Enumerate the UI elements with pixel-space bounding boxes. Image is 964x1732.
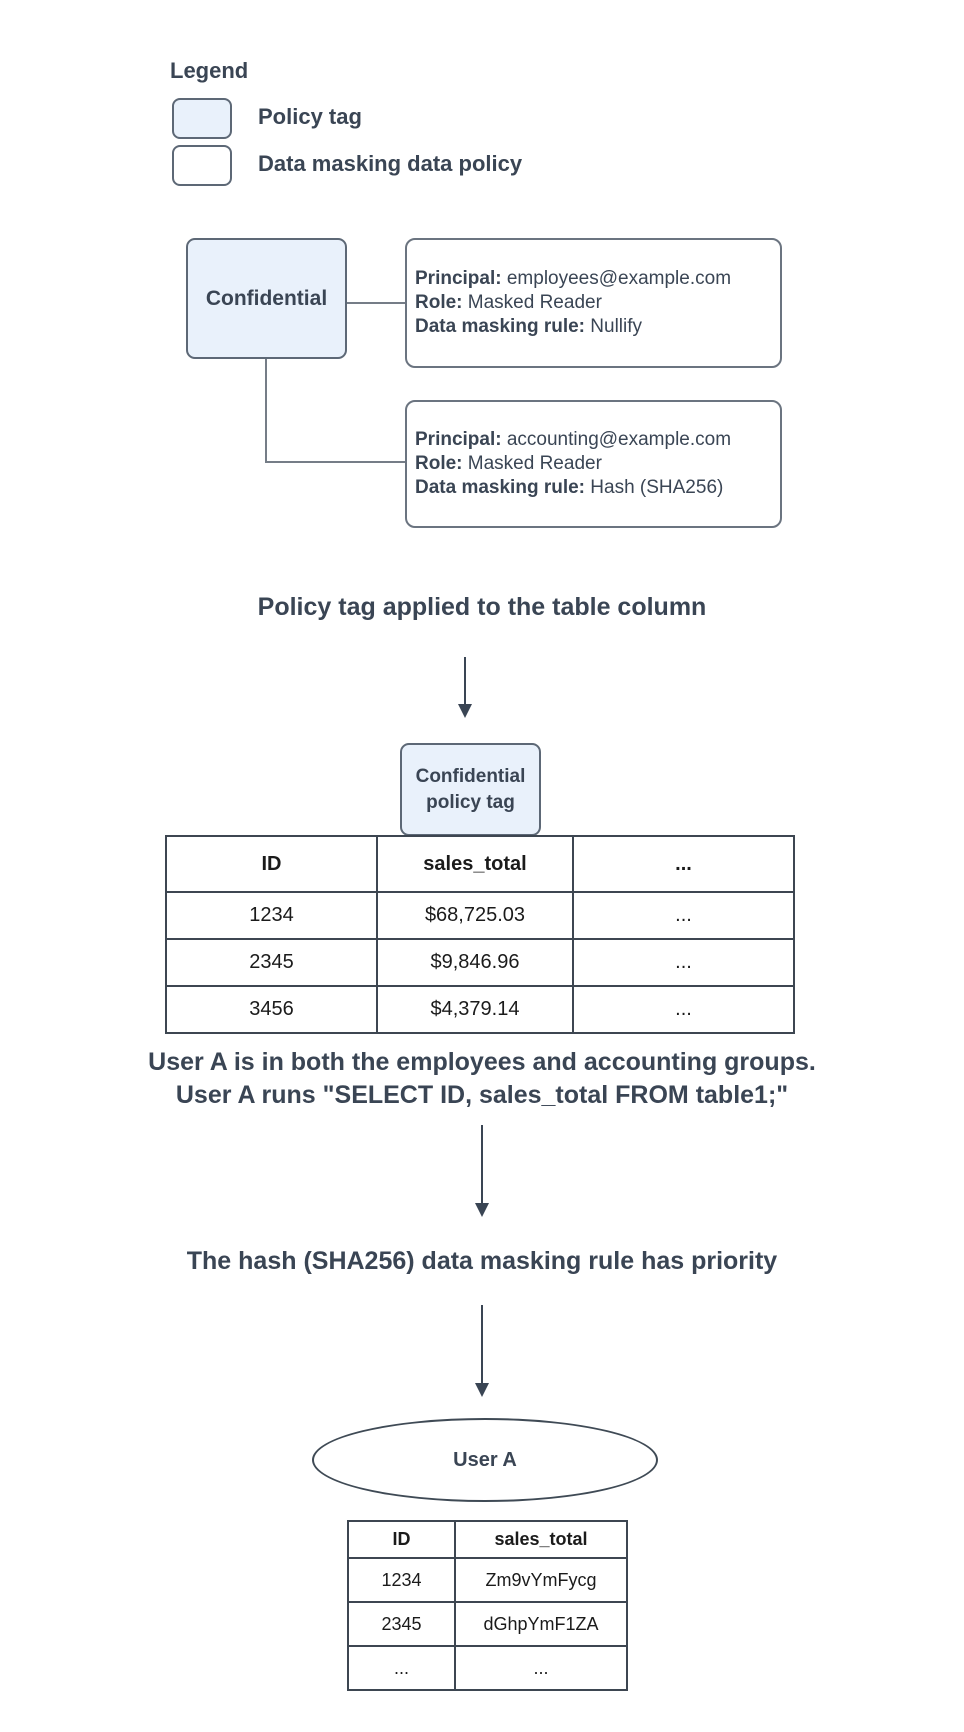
legend-label-data-policy: Data masking data policy [258, 151, 523, 176]
applied-policy-tag-badge [400, 743, 541, 836]
arrow-down-3-head-icon [475, 1383, 489, 1397]
data-policy-box-accounting [405, 400, 782, 528]
table-row: 3456 $4,379.14 ... [166, 986, 794, 1033]
table-row: ... ... [348, 1646, 627, 1690]
heading-user-a-groups [0, 1046, 964, 1112]
heading-hash-priority: The hash (SHA256) data masking rule has priority [186, 1247, 778, 1275]
table-row: 1234 $68,725.03 ... [166, 892, 794, 939]
table-row: 2345 $9,846.96 ... [166, 939, 794, 986]
policy-line-rule: Data masking rule: Hash (SHA256) [415, 477, 724, 498]
heading-user-a-line2: User A runs "SELECT ID, sales_total FROM table1;" [175, 1081, 789, 1109]
legend-label-policy-tag: Policy tag [258, 104, 362, 129]
policy-line-rule: Data masking rule: Nullify [415, 316, 643, 337]
policy-line-principal: Principal: accounting@example.com [415, 429, 732, 450]
user-a-label: User A [453, 1448, 517, 1471]
source-col-id: ID [166, 836, 377, 892]
policy-tag-node-confidential [186, 238, 347, 359]
source-col-ellipsis: ... [573, 836, 794, 892]
table-row: 2345 dGhpYmF1ZA [348, 1602, 627, 1646]
policy-line-principal: Principal: employees@example.com [415, 268, 732, 289]
result-col-id: ID [348, 1521, 455, 1558]
policy-tag-node-label: Confidential [205, 286, 328, 310]
applied-tag-line2: policy tag [426, 791, 515, 813]
heading-policy-tag-applied: Policy tag applied to the table column [257, 593, 707, 621]
connector-tag-down [265, 359, 267, 463]
heading-user-a-line1: User A is in both the employees and accounting groups. [148, 1048, 816, 1076]
policy-line-role: Role: Masked Reader [415, 453, 602, 474]
arrow-down-1-head-icon [458, 704, 472, 718]
applied-tag-line1: Confidential [415, 765, 526, 787]
result-col-sales-total: sales_total [455, 1521, 627, 1558]
policy-line-role: Role: Masked Reader [415, 292, 602, 313]
connector-tag-to-policy2 [265, 461, 405, 463]
arrow-down-3-line [481, 1305, 483, 1384]
arrow-down-2-line [481, 1125, 483, 1204]
arrow-down-1-line [464, 657, 466, 705]
data-policy-box-employees [405, 238, 782, 368]
legend-title: Legend [170, 58, 249, 83]
result-table [347, 1520, 628, 1691]
source-table [165, 835, 795, 1034]
policy-tag-swatch-icon [172, 98, 232, 139]
table-row: 1234 Zm9vYmFycg [348, 1558, 627, 1602]
source-col-sales-total: sales_total [377, 836, 573, 892]
result-table-header-row [348, 1521, 627, 1558]
source-table-header-row [166, 836, 794, 892]
connector-tag-to-policy1 [347, 302, 405, 304]
data-policy-swatch-icon [172, 145, 232, 186]
arrow-down-2-head-icon [475, 1203, 489, 1217]
user-a-node [312, 1418, 658, 1502]
